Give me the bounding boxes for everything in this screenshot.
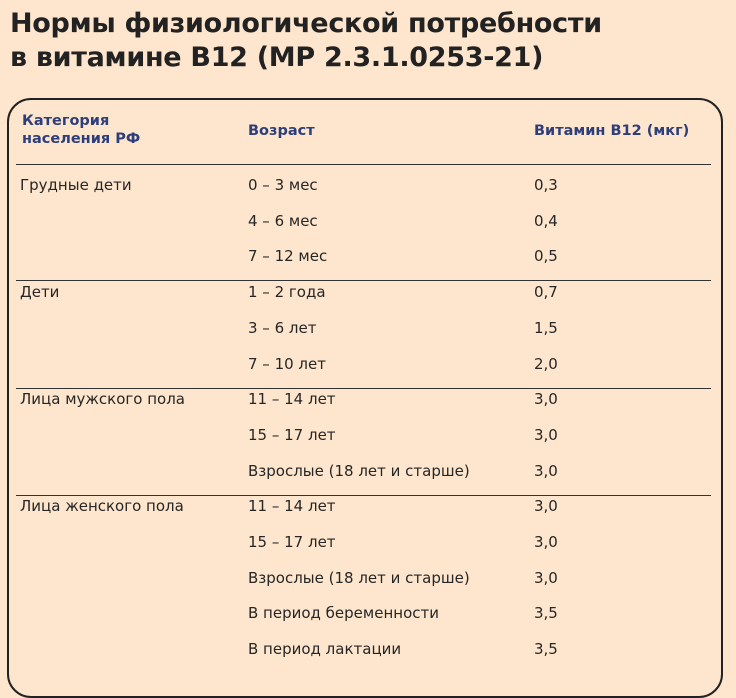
vitamin-value-cell: 3,5 [534,640,558,659]
vitamin-value-cell: 0,5 [534,247,558,266]
title-line-1: Нормы физиологической потребности [10,8,602,39]
vitamin-value-cell: 3,0 [534,461,558,480]
category-cell: Лица мужского пола [20,390,185,409]
age-cell: 0 – 3 мес [248,176,318,194]
vitamin-value-cell: 3,5 [534,604,558,623]
group-divider [16,388,711,389]
age-cell: 11 – 14 лет [248,390,336,409]
column-header-category [22,112,140,148]
vitamin-value-cell: 2,0 [534,354,558,373]
page-title [10,7,602,75]
vitamin-value-cell: 0,3 [534,176,558,194]
age-cell: Взрослые (18 лет и старше) [248,568,470,587]
vitamin-value-cell: 0,7 [534,283,558,302]
vitamin-value-cell: 3,0 [534,497,558,516]
group-divider [16,280,711,281]
group-divider [16,495,711,496]
age-cell: В период беременности [248,604,439,623]
age-cell: 11 – 14 лет [248,497,336,516]
vitamin-value-cell: 3,0 [534,568,558,587]
age-cell: 15 – 17 лет [248,425,336,444]
category-cell: Грудные дети [20,176,132,194]
age-cell: 7 – 12 мес [248,247,328,266]
column-header-age: Возраст [248,123,315,139]
vitamin-value-cell: 3,0 [534,533,558,551]
age-cell: 7 – 10 лет [248,354,326,373]
age-cell: 15 – 17 лет [248,533,336,551]
column-header-category-line-2: населения РФ [22,131,141,147]
age-cell: Взрослые (18 лет и старше) [248,461,470,480]
age-cell: 1 – 2 года [248,283,326,302]
vitamin-value-cell: 0,4 [534,211,558,230]
age-cell: В период лактации [248,640,402,659]
age-cell: 3 – 6 лет [248,318,317,337]
title-line-2: в витамине В12 (МР 2.3.1.0253-21) [10,42,544,73]
vitamin-value-cell: 3,0 [534,390,558,409]
age-cell: 4 – 6 мес [248,211,318,230]
vitamin-value-cell: 1,5 [534,318,558,337]
column-header-category-line-1: Категория [22,113,110,129]
category-cell: Лица женского пола [20,497,184,516]
category-cell: Дети [20,283,60,302]
column-header-vitamin: Витамин В12 (мкг) [534,123,690,139]
header-divider [16,164,711,165]
vitamin-value-cell: 3,0 [534,425,558,444]
